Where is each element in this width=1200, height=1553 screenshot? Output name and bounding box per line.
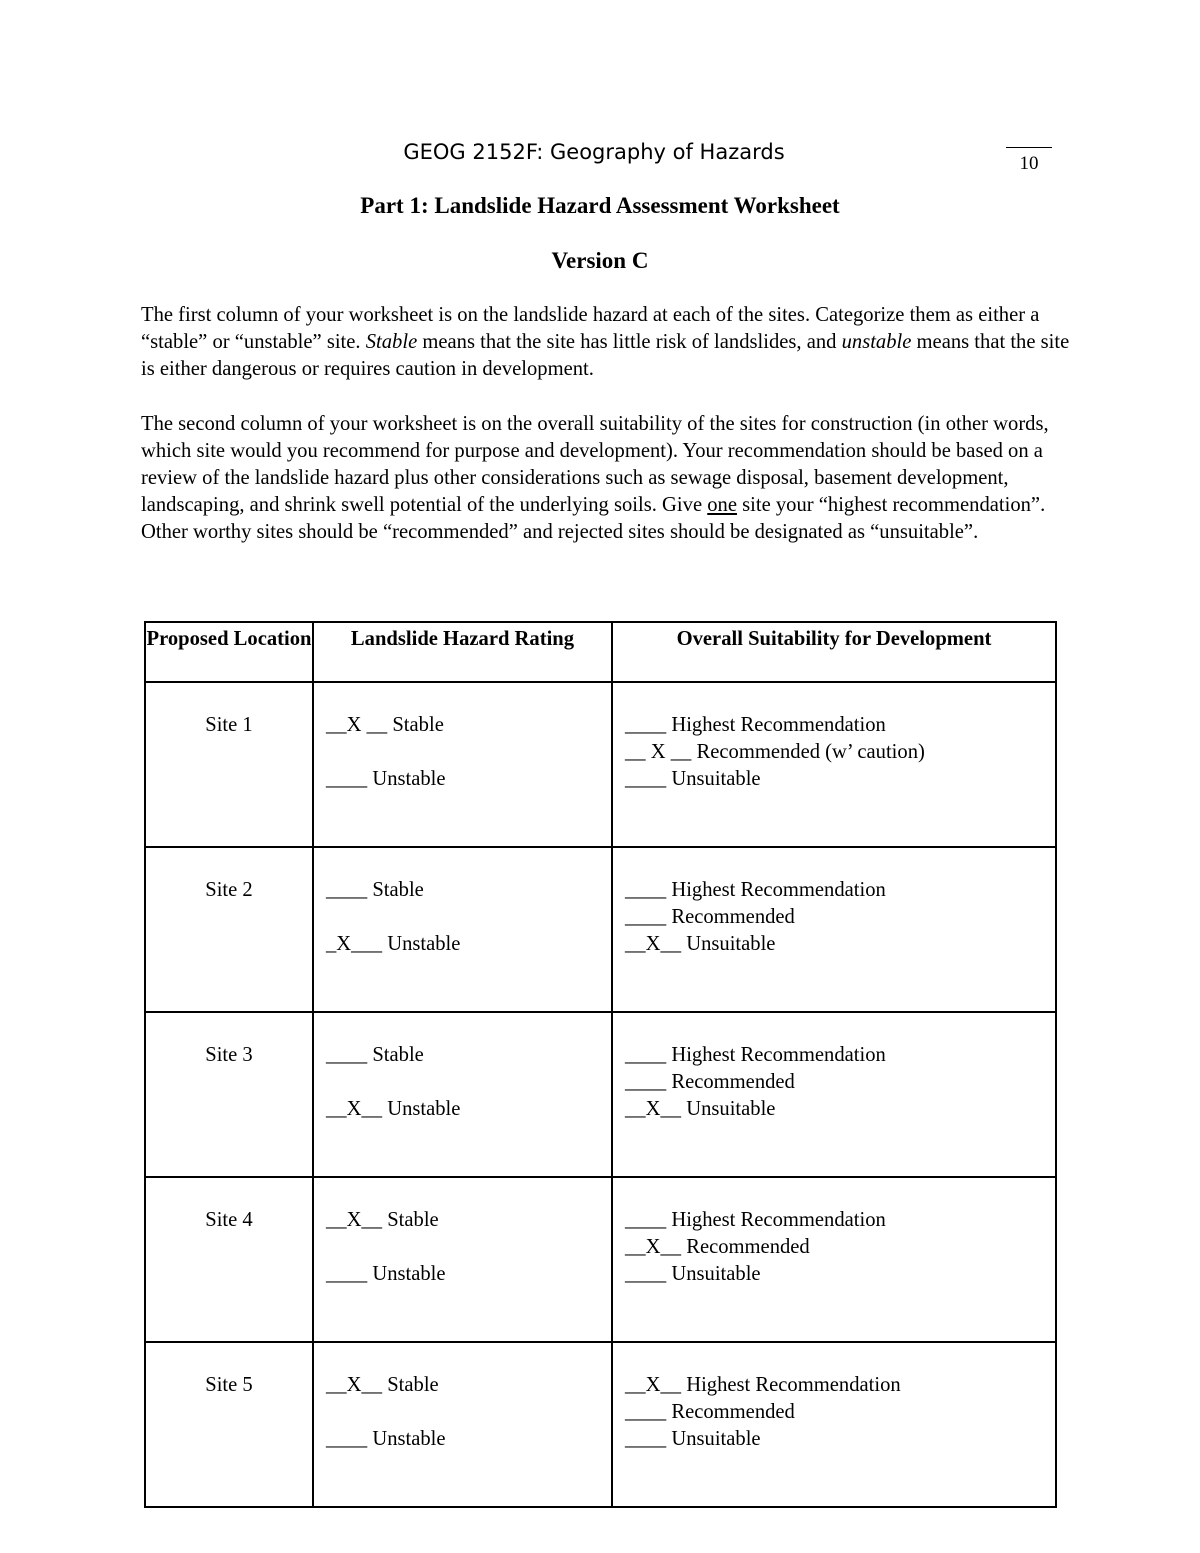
score-rule	[1006, 147, 1052, 148]
header-landslide-hazard: Landslide Hazard Rating	[313, 622, 612, 682]
header-proposed-location: Proposed Location	[145, 622, 313, 682]
hazard-stable-option: __X__ Stable	[326, 1209, 439, 1231]
suitability-recommended-option: ____ Recommended	[625, 1071, 795, 1093]
table-row	[145, 682, 1056, 847]
hazard-cell	[313, 1012, 612, 1177]
hazard-unstable-option: _X___ Unstable	[326, 933, 461, 955]
hazard-unstable-option: ____ Unstable	[326, 1263, 446, 1285]
hazard-stable-option: ____ Stable	[326, 1044, 424, 1066]
suitability-unsuitable-option: __X__ Unsuitable	[625, 933, 776, 955]
p1-text-c: means that the site has little risk of landslides, and	[417, 331, 842, 353]
hazard-cell	[313, 1342, 612, 1507]
suitability-highest-option: __X__ Highest Recommendation	[625, 1374, 901, 1396]
site-name: Site 2	[145, 847, 313, 1012]
suitability-cell	[612, 1012, 1056, 1177]
header-overall-suitability: Overall Suitability for Development	[612, 622, 1056, 682]
hazard-cell	[313, 847, 612, 1012]
hazard-cell	[313, 1177, 612, 1342]
suitability-recommended-option: __ X __ Recommended (w’ caution)	[625, 741, 925, 763]
site-name: Site 3	[145, 1012, 313, 1177]
suitability-cell	[612, 847, 1056, 1012]
site-name: Site 5	[145, 1342, 313, 1507]
instructions-paragraph-2	[141, 411, 1071, 546]
worksheet-version: Version C	[551, 248, 649, 273]
instructions-paragraph-1	[141, 302, 1071, 383]
suitability-cell	[612, 1342, 1056, 1507]
table-row	[145, 1012, 1056, 1177]
suitability-highest-option: ____ Highest Recommendation	[625, 879, 886, 901]
suitability-unsuitable-option: ____ Unsuitable	[625, 768, 761, 790]
table-row	[145, 847, 1056, 1012]
site-name: Site 1	[145, 682, 313, 847]
suitability-highest-option: ____ Highest Recommendation	[625, 1044, 886, 1066]
course-header: GEOG 2152F: Geography of Hazards	[403, 140, 785, 164]
score-value: 10	[1019, 153, 1039, 174]
suitability-unsuitable-option: ____ Unsuitable	[625, 1263, 761, 1285]
suitability-unsuitable-option: __X__ Unsuitable	[625, 1098, 776, 1120]
table-row	[145, 1342, 1056, 1507]
site-name: Site 4	[145, 1177, 313, 1342]
suitability-highest-option: ____ Highest Recommendation	[625, 1209, 886, 1231]
hazard-unstable-option: ____ Unstable	[326, 768, 446, 790]
table-header-row	[145, 622, 1056, 682]
suitability-unsuitable-option: ____ Unsuitable	[625, 1428, 761, 1450]
suitability-highest-option: ____ Highest Recommendation	[625, 714, 886, 736]
p1-text-e: means that the site is either dangerous or requires caution in development.	[141, 331, 1070, 380]
suitability-recommended-option: __X__ Recommended	[625, 1236, 810, 1258]
assessment-table	[144, 621, 1057, 1508]
p1-text-a: The first column of your worksheet is on the landslide hazard at each of the sites. Categorize them as either a “stable” or “unstable” site.	[141, 304, 1040, 353]
suitability-recommended-option: ____ Recommended	[625, 906, 795, 928]
hazard-unstable-option: ____ Unstable	[326, 1428, 446, 1450]
hazard-stable-option: __X __ Stable	[326, 714, 444, 736]
p2-one-term: one	[707, 494, 737, 516]
table-row	[145, 1177, 1056, 1342]
suitability-cell	[612, 682, 1056, 847]
hazard-stable-option: __X__ Stable	[326, 1374, 439, 1396]
hazard-stable-option: ____ Stable	[326, 879, 424, 901]
p2-text-a: The second column of your worksheet is on the overall suitability of the sites for construction (in other words, which site would you recommend for purpose and development). Your recommendation should be based on a review of the landslide hazard plus other considerations such as sewage disposal, basement development, landscaping, and shrink swell potential of the underlying soils. Give	[141, 413, 1049, 516]
suitability-cell	[612, 1177, 1056, 1342]
hazard-unstable-option: __X__ Unstable	[326, 1098, 461, 1120]
p1-unstable-term: unstable	[841, 331, 912, 353]
suitability-recommended-option: ____ Recommended	[625, 1401, 795, 1423]
p2-text-c: site your “highest recommendation”. Other worthy sites should be “recommended” and rejected sites should be designated as “unsuitable”.	[141, 494, 1046, 543]
worksheet-title: Part 1: Landslide Hazard Assessment Worksheet	[360, 193, 840, 218]
hazard-cell	[313, 682, 612, 847]
p1-stable-term: Stable	[365, 331, 418, 353]
